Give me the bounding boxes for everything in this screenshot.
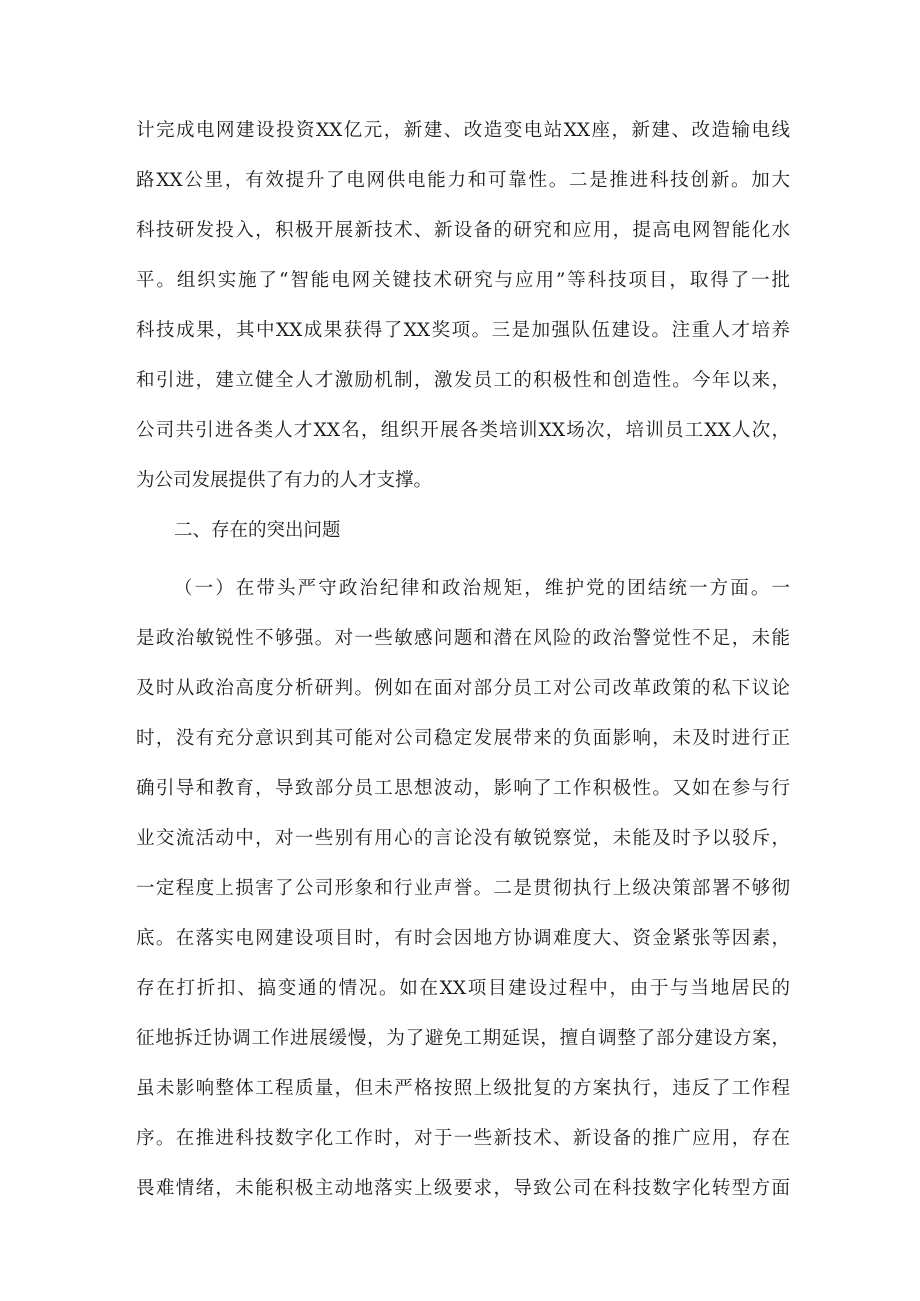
paragraph-line: 一定程度上损害了公司形象和行业声誉。二是贯彻执行上级决策部署不够彻 (136, 878, 790, 899)
paragraph-line: 科技成果，其中XX成果获得了XX奖项。三是加强队伍建设。注重人才培养 (136, 320, 790, 341)
paragraph-line: 业交流活动中，对一些别有用心的言论没有敏锐察觉，未能及时予以驳斥， (136, 828, 790, 849)
section-heading: 二、存在的突出问题 (174, 520, 341, 541)
paragraph-line: 虽未影响整体工程质量，但未严格按照上级批复的方案执行，违反了工作程 (136, 1078, 790, 1099)
paragraph-line: 及时从政治高度分析研判。例如在面对部分员工对公司改革政策的私下议论 (136, 678, 790, 699)
paragraph-line: 确引导和教育，导致部分员工思想波动，影响了工作积极性。又如在参与行 (136, 778, 790, 799)
paragraph-line: 征地拆迁协调工作进展缓慢，为了避免工期延误，擅自调整了部分建设方案， (136, 1028, 790, 1049)
paragraph-line: 存在打折扣、搞变通的情况。如在XX项目建设过程中，由于与当地居民的 (136, 978, 790, 999)
paragraph-line: 序。在推进科技数字化工作时，对于一些新技术、新设备的推广应用，存在 (136, 1128, 790, 1149)
paragraph-line: 时，没有充分意识到其可能对公司稳定发展带来的负面影响，未及时进行正 (136, 728, 790, 749)
paragraph-line: 畏难情绪，未能积极主动地落实上级要求，导致公司在科技数字化转型方面 (136, 1178, 790, 1199)
paragraph-line: 计完成电网建设投资XX亿元，新建、改造变电站XX座，新建、改造输电线 (136, 120, 790, 141)
paragraph-line: 平。组织实施了“智能电网关键技术研究与应用”等科技项目，取得了一批 (136, 270, 790, 291)
paragraph-line: 公司共引进各类人才XX名，组织开展各类培训XX场次，培训员工XX人次， (136, 420, 790, 441)
paragraph-line: 为公司发展提供了有力的人才支撑。 (136, 470, 433, 491)
paragraph-line: 和引进，建立健全人才激励机制，激发员工的积极性和创造性。今年以来， (136, 370, 790, 391)
paragraph-line: 科技研发投入，积极开展新技术、新设备的研究和应用，提高电网智能化水 (136, 220, 790, 241)
paragraph-line: （一）在带头严守政治纪律和政治规矩，维护党的团结统一方面。一 (174, 578, 790, 599)
paragraph-line: 是政治敏锐性不够强。对一些敏感问题和潜在风险的政治警觉性不足，未能 (136, 628, 790, 649)
paragraph-line: 底。在落实电网建设项目时，有时会因地方协调难度大、资金紧张等因素， (136, 928, 790, 949)
paragraph-line: 路XX公里，有效提升了电网供电能力和可靠性。二是推进科技创新。加大 (136, 170, 790, 191)
